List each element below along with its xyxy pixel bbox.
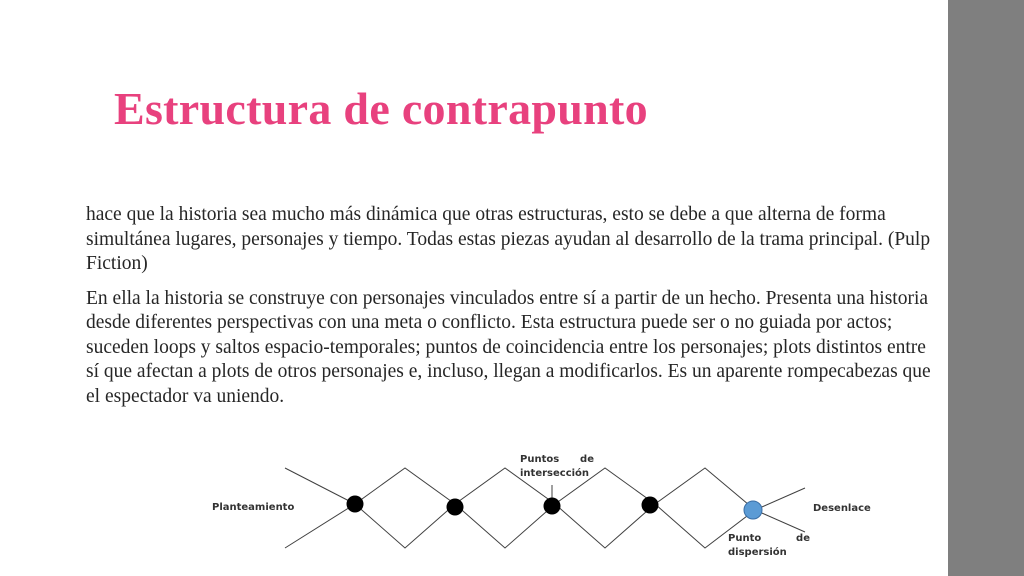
slide-title: Estructura de contrapunto [114, 83, 648, 134]
intersection-point [347, 496, 364, 513]
paragraph-2: En ella la historia se construye con personajes vinculados entre sí a partir de un hecho. Presenta una historia desde diferentes perspectivas con una meta o conflicto. Esta estructura puede ser o no guiada por actos; suceden loops y saltos espacio-temporales; puntos de coincidencia entre los personajes; plots distintos entre sí que afectan a plots de otros personajes e, incluso, llegan a modificarlos. Es un aparente rompecabezas que el espectador va uniendo. [86, 287, 931, 407]
right-side-bar [948, 0, 1024, 576]
intersection-point [642, 497, 659, 514]
right-label: Desenlace [813, 503, 871, 514]
dispersion-label-2: dispersión [728, 547, 787, 558]
intersection-point [447, 499, 464, 516]
intersection-points [347, 496, 659, 516]
intersection-label-1: Puntos de [520, 454, 594, 465]
dispersion-label-1: Punto de [728, 533, 810, 544]
counterpoint-diagram [200, 448, 880, 576]
dispersion-point [744, 501, 762, 519]
slide-body [86, 203, 936, 419]
intersection-label-2: intersección [520, 468, 590, 479]
paragraph-1: hace que la historia sea mucho más dinámica que otras estructuras, esto se debe a que alterna de forma simultánea lugares, personajes y tiempo. Todas estas piezas ayudan al desarrollo de la trama principal. (Pulp Fiction) [86, 204, 931, 274]
left-label: Planteamiento [212, 502, 295, 513]
intersection-point [544, 498, 561, 515]
